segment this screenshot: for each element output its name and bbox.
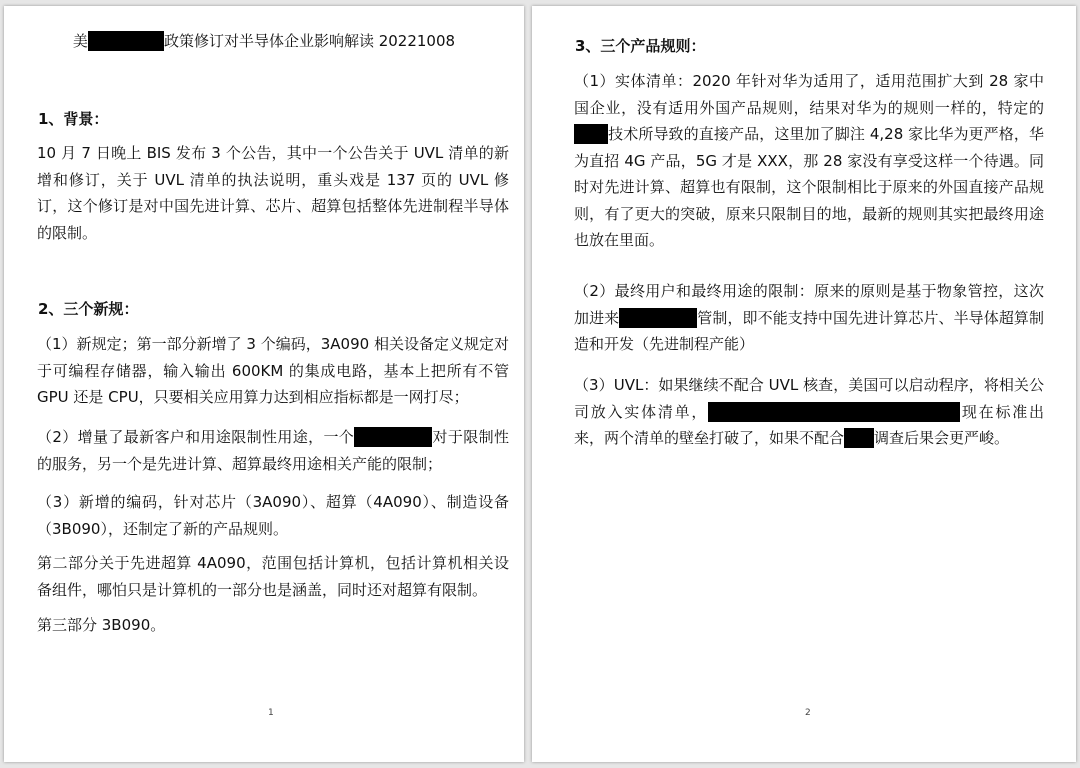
part-2-paragraph: 第二部分关于先进超算 4A090，范围包括计算机，包括计算机相关设备组件，哪怕只是计算机的一部分也是涵盖，同时还对超算有限制。	[37, 554, 509, 599]
section-heading-new-rules: 2、三个新规：	[38, 300, 139, 318]
redaction-bar	[88, 31, 164, 51]
redaction-bar	[844, 428, 874, 448]
product-rule-3-after: 调查后果会更严峻。	[874, 429, 1010, 447]
product-rule-2-before: （2）最终用户和最终用途的限制：原来的原则是基于物象管控，这次加进来	[574, 282, 1044, 327]
title-prefix: 美	[72, 32, 88, 50]
product-rule-3-middle: 现在标准出来，两个清单的壁垒打破了，如果不配合	[574, 402, 1044, 447]
product-rule-1-rest: 技术所导致的直接产品，这里加了脚注 4,28 家比华为更严格，华为直招 4G 产品，5G 才是 XXX，那 28 家没有享受这样一个待遇。同时对先进计算、超算也有限制，这个限制相比于原来的外国直接产品规则，有了更大的突破，原来只限制目的地，最新的规则其实把最终用途也放在里面。	[574, 125, 1045, 249]
document-title	[4, 30, 524, 52]
redaction-bar	[354, 427, 432, 447]
new-rule-3-paragraph: （3）新增的编码，针对芯片（3A090）、超算（4A090）、制造设备（3B090），还制定了新的产品规则。	[37, 493, 509, 538]
product-rule-2-paragraph	[574, 278, 1044, 358]
part-3-paragraph: 第三部分 3B090。	[37, 616, 166, 634]
new-rule-2-before: （2）增量了最新客户和用途限制性用途，一个	[37, 428, 355, 446]
document-page-2	[532, 6, 1076, 762]
section-heading-product-rules: 3、三个产品规则：	[575, 37, 706, 55]
redaction-bar	[574, 124, 608, 144]
product-rule-1-line1: （1）实体清单：2020 年针对华为适用了，适用范围扩大到 28 家中国企业，没有适用外国产品规则，结果对华为的规则一样的，特定的	[574, 72, 1044, 117]
page-number: 2	[805, 708, 811, 718]
redaction-bar	[708, 402, 960, 422]
page-number: 1	[268, 708, 274, 718]
product-rule-2-after: 管制，即不能支持中国先进计算芯片、半导体超算制造和开发（先进制程产能）	[574, 308, 1044, 353]
new-rule-2-paragraph	[37, 424, 509, 477]
redaction-bar	[619, 308, 697, 328]
new-rule-1-paragraph: （1）新规定；第一部分新增了 3 个编码，3A090 相关设备定义规定对于可编程存储器，输入输出 600KM 的集成电路，基本上把所有不管 GPU 还是 CPU，只要相关应用算力达到相应指标都是一网打尽；	[37, 335, 509, 406]
background-paragraph: 10 月 7 日晚上 BIS 发布 3 个公告，其中一个公告关于 UVL 清单的新增和修订，关于 UVL 清单的执法说明，重头戏是 137 页的 UVL 修订，这个修订是对中国先进计算、芯片、超算包括整体先进制程半导体的限制。	[37, 144, 509, 242]
section-heading-background: 1、背景：	[38, 110, 109, 128]
product-rule-3-paragraph	[574, 372, 1044, 452]
product-rule-3-before: （3）UVL：如果继续不配合 UVL 核查，美国可以启动程序，将相关公司放入实体清单，	[574, 376, 1044, 421]
document-page-1	[4, 6, 524, 762]
title-suffix: 政策修订对半导体企业影响解读 20221008	[163, 32, 456, 50]
new-rule-2-after: 对于限制性的服务，另一个是先进计算、超算最终用途相关产能的限制；	[37, 428, 509, 473]
product-rule-1-paragraph	[574, 68, 1044, 254]
